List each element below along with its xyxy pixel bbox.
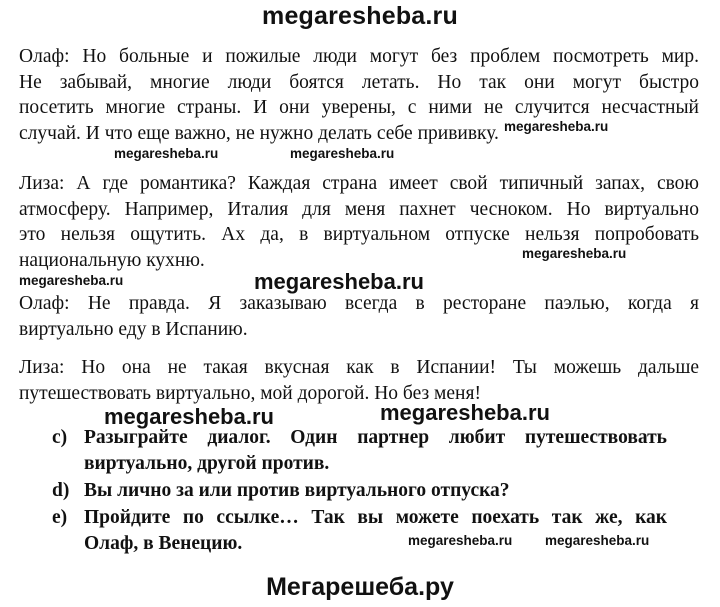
dialogue-paragraph-lisa-2 — [19, 355, 699, 406]
text-line: Не забывай, многие люди боятся летать. Но так они могут быстро — [19, 71, 699, 93]
watermark: megaresheba.ru — [504, 119, 609, 134]
task-c — [52, 425, 667, 476]
text-line: Олаф: Но больные и пожилые люди могут без проблем посмотреть мир. — [19, 46, 699, 67]
text-line: случай. И что еще важно, не нужно делать себе прививку. — [19, 122, 499, 144]
watermark: megaresheba.ru — [545, 533, 650, 548]
text-line: посетить многие страны. И они уверены, с ними не случится несчастный — [19, 97, 699, 118]
text-line: это нельзя ощутить. Ах да, в виртуальном отпуске нельзя попробовать — [19, 224, 699, 245]
task-line: Пройдите по ссылке… Так вы можете поехать так же, как — [84, 507, 667, 528]
text-line: путешествовать виртуально, мой дорогой. Но без меня! — [19, 382, 481, 404]
task-label: c) — [52, 427, 68, 448]
watermark: megaresheba.ru — [380, 400, 550, 425]
watermark: megaresheba.ru — [19, 273, 124, 288]
dialogue-paragraph-olaf-2 — [19, 291, 699, 342]
task-label: d) — [52, 480, 70, 501]
text-line: национальную кухню. — [19, 249, 205, 271]
task-line: Разыграйте диалог. Один партнер любит путешествовать — [84, 427, 667, 448]
task-line: Вы лично за или против виртуального отпуска? — [84, 480, 510, 501]
text-line: виртуально еду в Испанию. — [19, 318, 248, 340]
watermark: megaresheba.ru — [290, 146, 395, 161]
site-footer: Мегарешеба.ру — [266, 573, 454, 601]
text-line: Лиза: Но она не такая вкусная как в Испании! Ты можешь дальше — [19, 357, 699, 378]
site-header: megaresheba.ru — [262, 2, 458, 30]
task-label: e) — [52, 507, 68, 528]
watermark: megaresheba.ru — [408, 533, 513, 548]
text-line: атмосферу. Например, Италия для меня пахнет чесноком. Но виртуально — [19, 198, 699, 220]
watermark: megaresheba.ru — [254, 269, 424, 294]
text-line: Лиза: А где романтика? Каждая страна имеет свой типичный запах, свою — [19, 173, 699, 194]
task-d — [52, 478, 667, 504]
task-line: виртуально, другой против. — [84, 452, 330, 474]
watermark: megaresheba.ru — [522, 246, 627, 261]
task-e — [52, 505, 667, 556]
watermark: megaresheba.ru — [104, 404, 274, 429]
watermark: megaresheba.ru — [114, 146, 219, 161]
task-line: Олаф, в Венецию. — [84, 532, 243, 554]
text-line: Олаф: Не правда. Я заказываю всегда в ресторане паэлью, когда я — [19, 293, 699, 314]
